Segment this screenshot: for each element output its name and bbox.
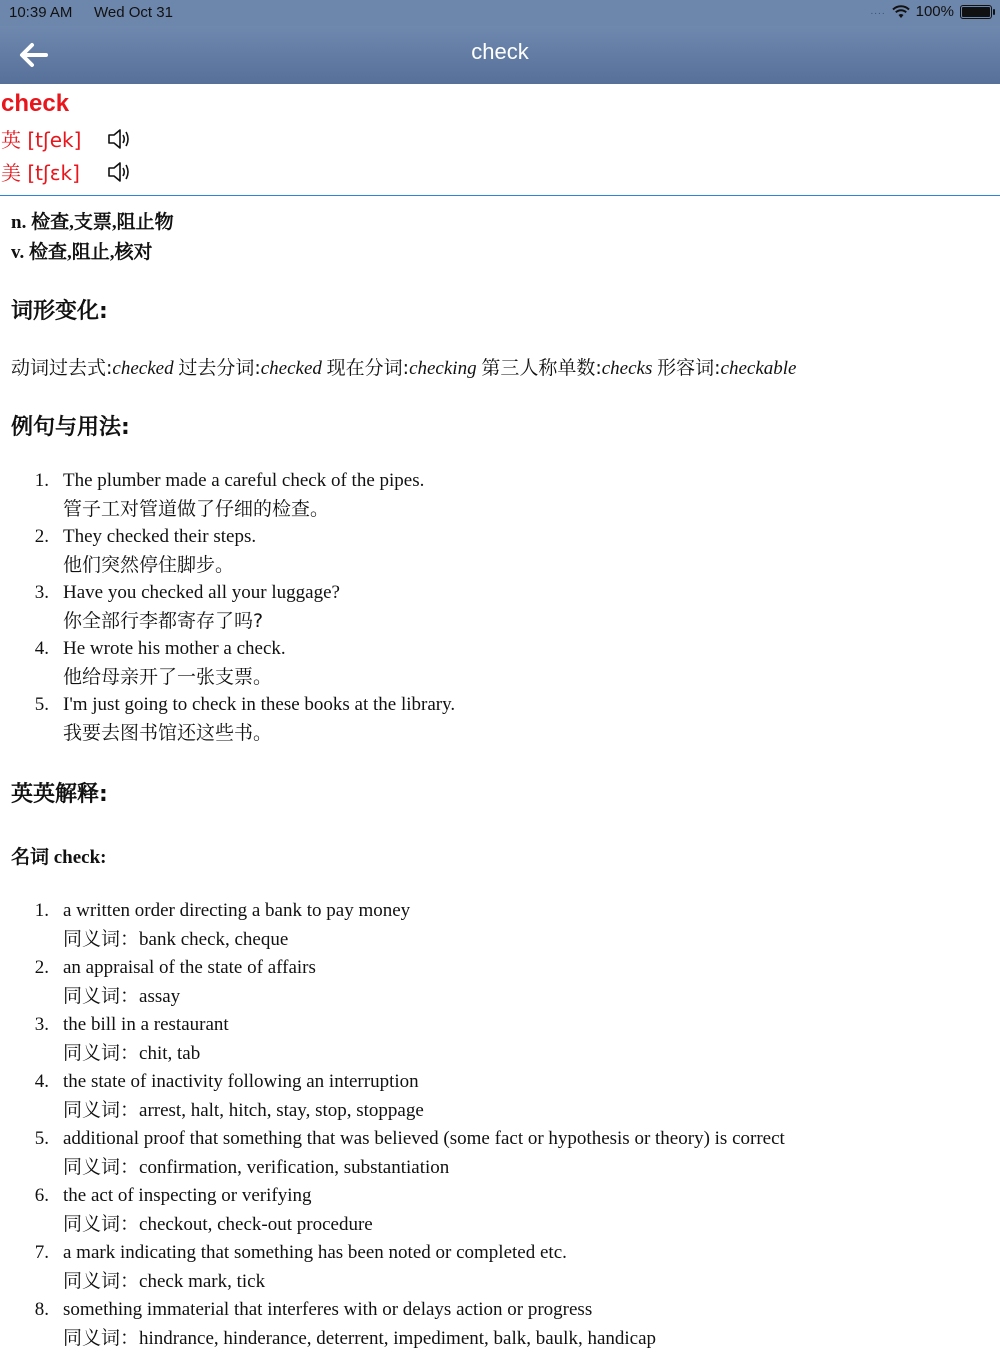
examples-list (11, 467, 991, 747)
signal-icon: .... (870, 6, 886, 17)
list-item: 4. the state of inactivity following an interruption 同义词：arrest, halt, hitch, stay, stop, stoppage (34, 1071, 424, 1121)
list-item: 5. I'm just going to check in these books at the library. 我要去图书馆还这些书。 (34, 694, 456, 744)
nav-bar (0, 26, 1000, 84)
pos-heading: 名词 check: (11, 847, 107, 868)
status-right (871, 3, 993, 20)
list-item: 3. the bill in a restaurant 同义词：chit, tab (34, 1014, 229, 1064)
list-item: 4. He wrote his mother a check. 他给母亲开了一张支票。 (34, 638, 286, 688)
list-item: 8. something immaterial that interferes with or delays action or progress 同义词：hindrance, hinderance, deterrent, impediment, balk, baulk, handicap (34, 1299, 657, 1349)
list-item: 7. a mark indicating that something has been noted or completed etc. 同义词：check mark, tick (34, 1242, 567, 1292)
list-item: 5. additional proof that something that was believed (some fact or hypothesis or theory) is correct 同义词：confirmation, verification, substantiation (34, 1128, 785, 1178)
speaker-icon[interactable] (105, 158, 133, 186)
nav-title: check (471, 39, 529, 64)
status-time: 10:39 AM (9, 4, 73, 21)
definition-verb: v. 检查,阻止,核对 (11, 242, 153, 263)
list-item: 6. the act of inspecting or verifying 同义词：checkout, check-out procedure (34, 1185, 373, 1235)
definition-noun: n. 检查,支票,阻止物 (11, 212, 174, 233)
list-item: 1. The plumber made a careful check of the pipes. 管子工对管道做了仔细的检查。 (34, 470, 425, 520)
pronunciation-uk (1, 124, 133, 153)
list-item: 3. Have you checked all your luggage? 你全部行李都寄存了吗? (34, 582, 340, 632)
wifi-icon (892, 5, 910, 19)
list-item: 2. They checked their steps. 他们突然停住脚步。 (34, 526, 257, 576)
word-forms: 动词过去式:checked 过去分词:checked 现在分词:checking 第三人称单数:checks 形容词:checkable (11, 357, 797, 379)
pronunciation-us (1, 157, 133, 186)
definition-content (11, 208, 991, 1353)
speaker-icon[interactable] (105, 125, 133, 153)
english-heading: 英英解释: (11, 782, 108, 807)
pronunciation-uk-text: 英 [tʃek] (1, 128, 82, 152)
headword: check (1, 90, 70, 117)
word-header (0, 84, 1000, 196)
battery-icon (960, 5, 992, 19)
list-item: 2. an appraisal of the state of affairs 同义词：assay (34, 957, 316, 1007)
battery-percent: 100% (915, 3, 954, 20)
examples-heading: 例句与用法: (11, 415, 130, 440)
pronunciation-us-text: 美 [tʃɛk] (1, 161, 80, 185)
english-definitions-list (11, 897, 991, 1353)
forms-heading: 词形变化: (11, 299, 108, 324)
status-date: Wed Oct 31 (94, 4, 173, 21)
list-item: 1. a written order directing a bank to pay money 同义词：bank check, cheque (34, 900, 411, 950)
status-bar (0, 0, 1000, 26)
